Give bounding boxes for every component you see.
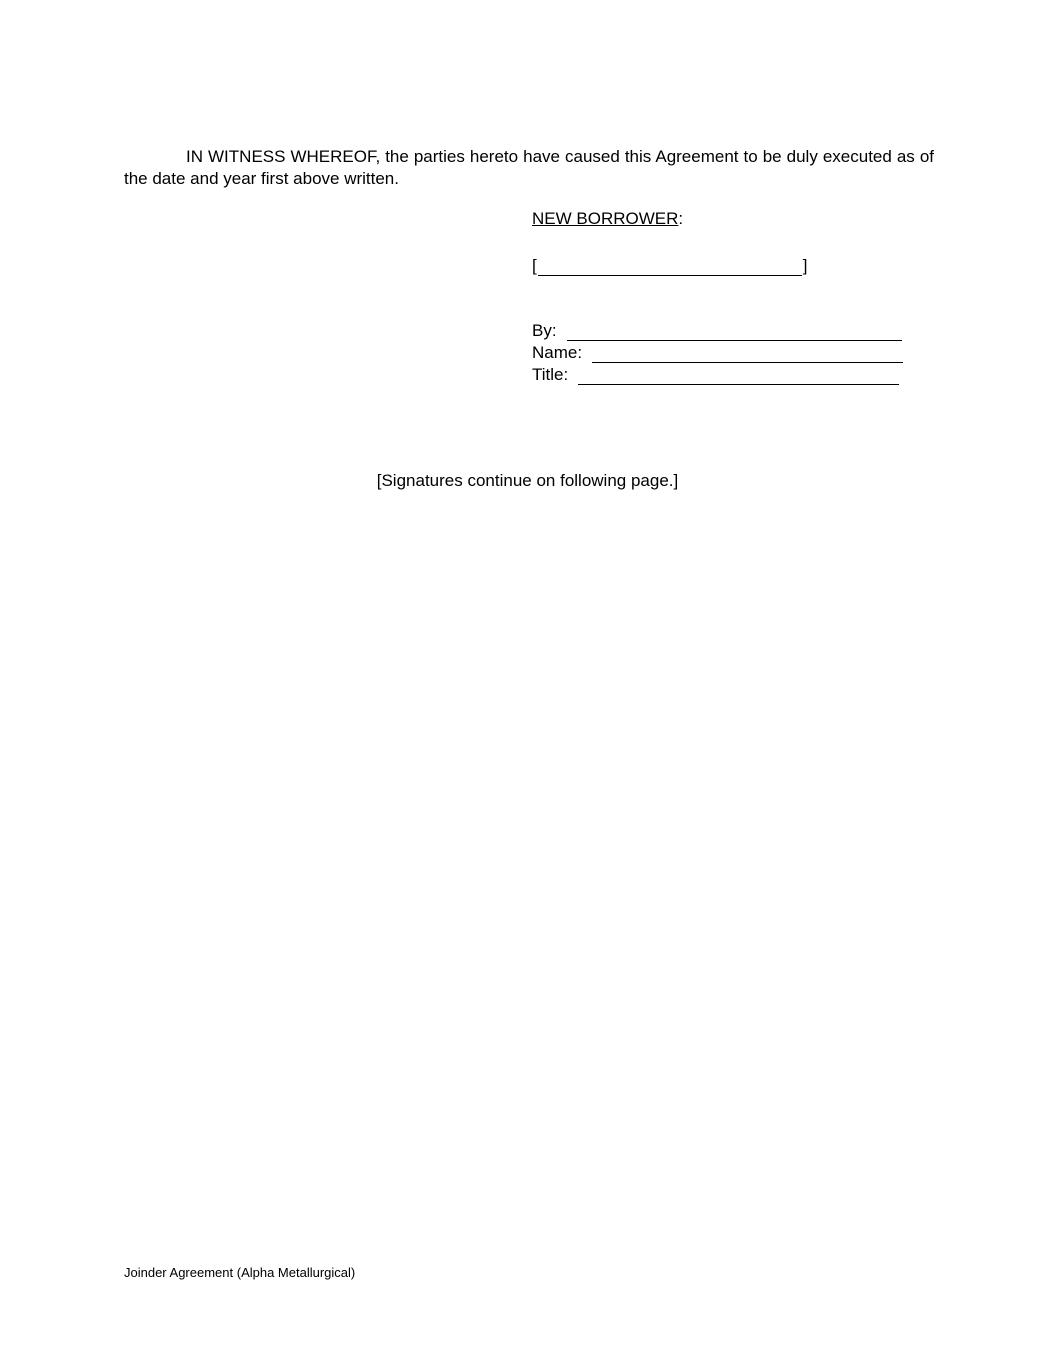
entity-open-bracket: [ bbox=[532, 256, 537, 275]
title-blank bbox=[578, 368, 899, 385]
name-blank bbox=[592, 346, 903, 363]
signature-heading bbox=[532, 209, 683, 229]
witness-paragraph: IN WITNESS WHEREOF, the parties hereto have caused this Agreement to be duly executed as of the date and year first above written. bbox=[124, 147, 934, 188]
entity-close-bracket: ] bbox=[802, 256, 808, 275]
name-label: Name: bbox=[532, 343, 583, 362]
by-signature-blank bbox=[567, 324, 902, 341]
by-label: By: bbox=[532, 321, 557, 340]
title-field-row bbox=[532, 363, 899, 385]
signatures-continue-note: [Signatures continue on following page.] bbox=[376, 471, 679, 490]
signature-heading-label: NEW BORROWER bbox=[532, 209, 679, 228]
entity-name-line bbox=[532, 254, 807, 276]
signature-heading-colon: : bbox=[678, 209, 684, 228]
entity-name-blank bbox=[538, 257, 802, 276]
by-field-row bbox=[532, 319, 902, 341]
title-label: Title: bbox=[532, 365, 569, 384]
name-field-row bbox=[532, 341, 903, 363]
page-footer: Joinder Agreement (Alpha Metallurgical) bbox=[124, 1265, 356, 1280]
